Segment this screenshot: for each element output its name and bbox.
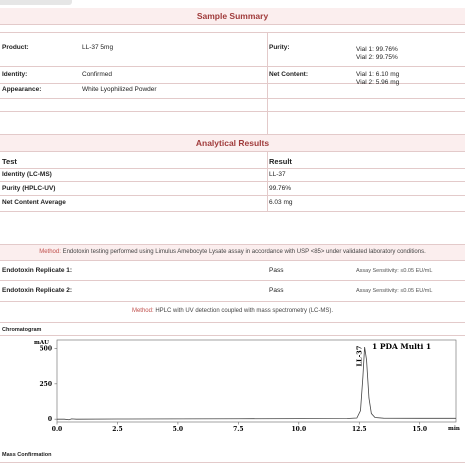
test-name: Purity (HPLC-UV) [2,185,56,192]
identity-value: Confirmed [82,71,112,78]
product-label: Product: [2,44,29,51]
y-tick-label: 0 [47,416,52,424]
y-tick-label: 500 [39,345,52,353]
x-tick-label: 7.5 [233,426,244,433]
hplc-method-band [0,304,465,319]
purity-label: Purity: [269,44,290,51]
purity-vial-2: Vial 2: 99.75% [356,54,398,61]
peak-label: LL-37 [355,345,364,367]
method-text: Endotoxin testing performed using Limulus Amebocyte Lysate assay in accordance with USP <85> under validated laboratory conditions. [62,249,426,255]
endotoxin-method-band [0,245,465,260]
identity-label: Identity: [2,71,28,78]
logo-placeholder [0,0,72,5]
divider [0,32,465,33]
chromatogram-label: Chromatogram [2,327,42,333]
analytical-results-header [0,135,465,151]
column-divider [267,32,268,142]
y-axis-label: mAU [34,340,49,346]
result-column-header: Result [269,157,292,166]
assay-sensitivity-note: Assay Sensitivity: ≤0.05 EU/mL [356,268,433,274]
divider [0,168,465,169]
x-tick-label: 5.0 [172,426,184,433]
test-column-header: Test [2,157,17,166]
net-content-label: Net Content: [269,71,308,78]
divider [0,462,465,463]
x-tick-label: 10.0 [291,426,307,433]
appearance-value: White Lyophilized Powder [82,86,157,93]
net-content-vial-2: Vial 2: 5.96 mg [356,79,400,86]
y-tick-label: 250 [39,380,52,388]
divider [0,24,465,25]
divider [0,280,465,281]
endotoxin-replicate-result: Pass [269,267,284,274]
sample-summary-title: Sample Summary [196,11,269,21]
x-tick-label: 12.5 [351,426,367,433]
x-axis-label: min [448,426,460,432]
test-name: Identity (LC-MS) [2,171,52,178]
divider [0,301,465,302]
method-text: HPLC with UV detection coupled with mass spectrometry (LC-MS). [155,308,334,314]
method-label: Method: [39,249,61,255]
test-result: 6.03 mg [269,199,293,206]
test-result: 99.76% [269,185,292,192]
test-result: LL-37 [269,171,286,178]
divider [0,111,465,112]
x-tick-label: 0.0 [51,426,63,433]
divider [0,151,465,152]
x-tick-label: 2.5 [112,426,123,433]
chart-title: 1 PDA Multi 1 [372,342,432,351]
divider [0,195,465,196]
endotoxin-replicate-label: Endotoxin Replicate 2: [2,287,73,294]
purity-vial-1: Vial 1: 99.76% [356,46,398,53]
plot-frame [57,340,456,422]
method-label: Method: [131,308,154,314]
divider [0,181,465,182]
divider [0,66,465,67]
analytical-results-title: Analytical Results [195,138,270,148]
net-content-vial-1: Vial 1: 6.10 mg [356,71,400,78]
divider [0,211,465,212]
endotoxin-replicate-result: Pass [269,287,284,294]
test-name: Net Content Average [2,199,66,206]
chromatogram-chart [0,336,465,458]
endotoxin-replicate-label: Endotoxin Replicate 1: [2,267,73,274]
divider [0,322,465,323]
appearance-label: Appearance: [2,86,42,93]
product-value: LL-37 5mg [82,44,114,51]
sample-summary-header [0,8,465,24]
mass-confirmation-label: Mass Confirmation [2,452,52,458]
chromatogram-trace [57,347,456,420]
x-tick-label: 15.0 [412,426,428,433]
divider [0,260,465,261]
divider [0,98,465,99]
assay-sensitivity-note: Assay Sensitivity: ≤0.05 EU/mL [356,288,433,294]
